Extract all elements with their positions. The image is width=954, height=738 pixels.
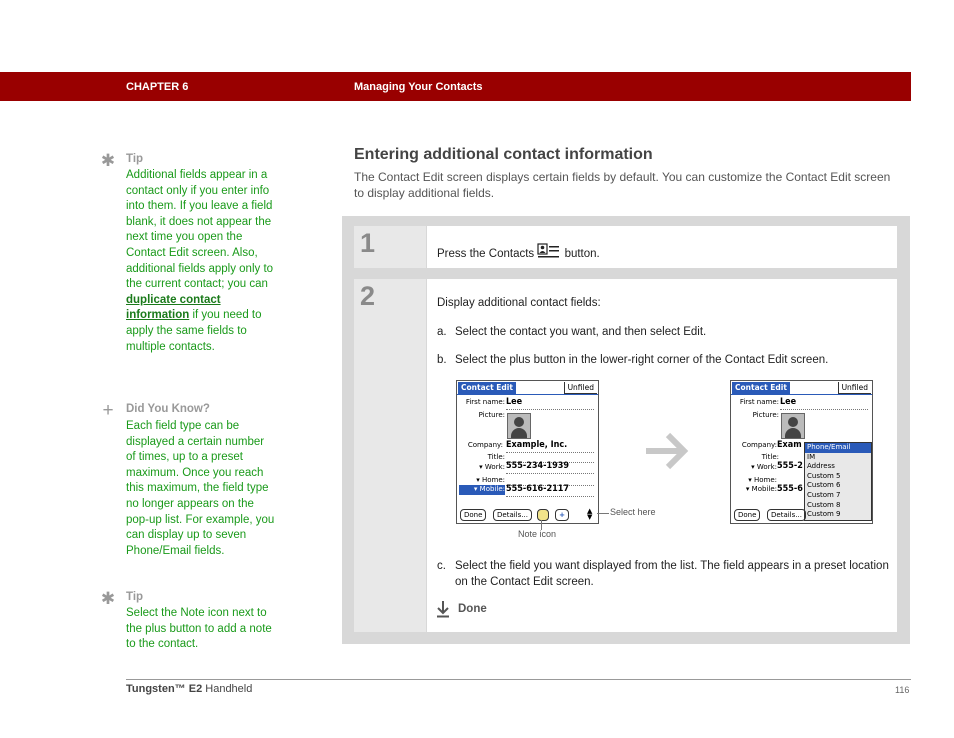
menu-item-selected[interactable]: Phone/Email [805,443,871,453]
plus-button[interactable]: + [555,509,569,521]
work-label[interactable]: ▾ Work: [479,463,505,471]
section-intro: The Contact Edit screen displays certain fields by default. You can customize the Contact Edit screen to display additional fields. [354,170,891,200]
work-value[interactable]: 555-2 [777,461,803,471]
mobile-label-selected[interactable]: ▾ Mobile: [459,485,505,495]
chapter-label: CHAPTER 6 [126,81,189,93]
menu-item[interactable]: Custom 8 [807,500,841,509]
footer-product: Tungsten™ E2 Handheld [126,683,253,695]
footer-rule [126,679,911,680]
work-label[interactable]: ▾ Work: [751,463,777,471]
menu-item[interactable]: Custom 5 [807,471,841,480]
step-number: 1 [360,228,376,258]
section-heading: Entering additional contact information [354,146,653,163]
work-value[interactable]: 555-234-1939 [506,461,570,471]
company-value[interactable]: Example, Inc. [506,440,568,450]
company-value[interactable]: Exam [777,440,802,450]
did-you-know-heading: Did You Know? [126,403,210,415]
first-name-label: First name: [465,398,505,406]
done-button[interactable]: Done [734,509,760,521]
contacts-icon [537,243,561,259]
category-picker[interactable]: Unfiled [838,382,871,394]
asterisk-icon: ✱ [100,151,116,170]
plus-icon: + [102,400,114,421]
menu-item[interactable]: IM [807,452,816,461]
title-label: Title: [487,453,505,461]
first-name-value[interactable]: Lee [506,397,523,407]
scroll-arrows-icon[interactable]: ▲ ▼ [587,507,593,521]
mobile-value[interactable]: 555-6 [777,484,803,494]
did-you-know-text: Each field type can be displayed a certain number of times, up to a preset maximum. Once you reach this maximum, the field type no longer appears on the pop-up list. For example, you can display up to seven Phone/Email fields. [126,420,275,557]
tip-heading: Tip [126,153,144,165]
substep-letter: a. [437,326,447,338]
right-arrow-icon [644,432,690,470]
picture-placeholder-icon[interactable] [507,413,531,439]
step-number: 2 [360,281,376,311]
screen-title: Contact Edit [458,382,516,394]
screen-title: Contact Edit [732,382,790,394]
substep-letter: b. [437,354,447,366]
mobile-value[interactable]: 555-616-2117 [506,484,570,494]
tip-text: Additional fields appear in a contact only if you enter info into them. If you leave a field blank, it does not appear the next time you open the Contact Edit screen. Also, additional fields apply only to the current contact; you can duplicate contact information if you need to apply the same fields to multiple contacts. [126,169,274,353]
step-number-box [354,226,426,268]
step-1-text: Press the Contacts button. [437,243,600,263]
substep-a-text: Select the contact you want, and then select Edit. [455,326,707,338]
tip-text: Select the Note icon next to the plus button to add a note to the contact. [126,607,272,651]
home-label[interactable]: ▾ Home: [748,476,777,484]
picture-label: Picture: [478,411,505,419]
menu-item[interactable]: Custom 7 [807,490,841,499]
substep-letter: c. [437,560,446,572]
note-icon[interactable] [537,509,549,521]
menu-item[interactable]: Address [807,462,835,471]
menu-item[interactable]: Custom 9 [807,510,841,519]
contact-edit-screen-with-menu [730,380,873,524]
chapter-title: Managing Your Contacts [354,81,483,93]
picture-placeholder-icon[interactable] [781,413,805,439]
step-2-intro: Display additional contact fields: [437,297,601,309]
contact-edit-screen [456,380,599,524]
details-button[interactable]: Details... [767,509,806,521]
step-1-body [427,226,897,268]
done-button[interactable]: Done [460,509,486,521]
done-arrow-icon [436,600,450,618]
substep-c-text: Select the field you want displayed from the list. The field appears in a preset location on the Contact Edit screen. [455,560,889,588]
company-label: Company: [741,441,777,449]
first-name-label: First name: [739,398,779,406]
page-number: 116 [895,685,910,695]
tip-heading: Tip [126,591,144,603]
mobile-label[interactable]: ▾ Mobile: [745,485,777,493]
note-icon-callout: Note icon [518,529,557,539]
substep-b-text: Select the plus button in the lower-right corner of the Contact Edit screen. [455,354,829,366]
category-picker[interactable]: Unfiled [564,382,597,394]
select-here-callout: Select here [610,507,656,517]
details-button[interactable]: Details... [493,509,532,521]
chapter-header [0,72,911,101]
first-name-value[interactable]: Lee [780,397,797,407]
asterisk-icon: ✱ [100,589,116,608]
menu-item[interactable]: Custom 6 [807,481,841,490]
step-number-box [354,279,426,632]
done-label: Done [458,603,487,615]
home-label[interactable]: ▾ Home: [476,476,505,484]
field-type-menu [804,442,872,521]
company-label: Company: [467,441,503,449]
title-label: Title: [761,453,779,461]
duplicate-contact-link[interactable]: duplicate contact information [126,293,221,322]
picture-label: Picture: [752,411,779,419]
